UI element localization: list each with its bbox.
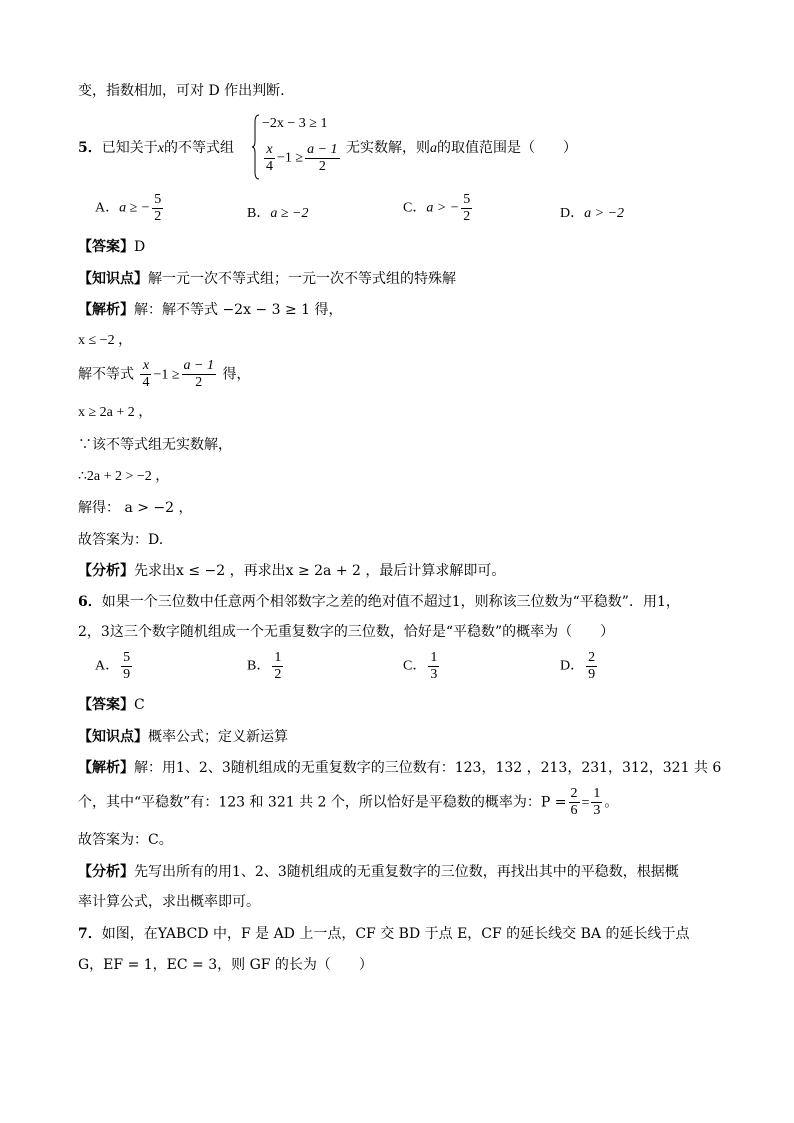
q5-option-a: A．a ≥ − $\frac{5}{2}$ (95, 192, 162, 224)
q5-option-c: C．a > − $\frac{5}{2}$ (403, 192, 471, 224)
q5-knowledge: 【知识点】解一元一次不等式组；一元一次不等式组的特殊解 (78, 271, 456, 287)
q6-answer: 【答案】C (78, 697, 145, 713)
q6-analysis-line2: 率计算公式，求出概率即可。 (78, 894, 260, 910)
q5-number: 5． (78, 140, 102, 156)
q6-stem-line1: 6．如果一个三位数中任意两个相邻数字之差的绝对值不超过1，则称该三位数为“平稳数”．用1， (78, 594, 680, 610)
q5-solution-line5: ∵该不等式组无实数解， (78, 437, 232, 453)
q5-solution-line6: ∴2a + 2 > −2 ， (78, 469, 170, 484)
q5-stem-tail: 无实数解，则a的取值范围是（ ） (346, 140, 577, 156)
q5-answer: 【答案】D (78, 239, 146, 255)
q5-system-row2: $\frac{x}{4}$ −1 ≥ $\frac{a - 1}{2}$ (266, 142, 338, 174)
q5-stem: 5．已知关于x的不等式组 (78, 140, 234, 156)
brace-icon (252, 114, 260, 180)
q5-solution-line7: 解得： a > −2 ， (78, 500, 193, 516)
q6-analysis-line1: 【分析】先写出所有的用1、2、3随机组成的无重复数字的三位数，再找出其中的平稳数，根据概 (78, 864, 679, 880)
q6-solution-line3: 故答案为：C。 (78, 832, 173, 848)
q5-solution-line2: x ≤ −2 ， (78, 333, 133, 348)
q5-option-b: B．a ≥ −2 (247, 206, 309, 221)
q6-option-b: B． $\frac{1}{2}$ (247, 650, 282, 682)
q6-knowledge: 【知识点】概率公式；定义新运算 (78, 729, 288, 745)
q6-solution-line2: 个，其中“平稳数”有：123 和 321 共 2 个，所以恰好是平稳数的概率为：P = $\frac{2}{6}$ = $\frac{1}{3}$ 。 (78, 786, 619, 818)
q6-solution-line1: 【解析】解：用1、2、3随机组成的无重复数字的三位数有：123，132 ，213，231，312，321 共 6 (78, 760, 722, 776)
q5-solution-line8: 故答案为：D. (78, 532, 164, 548)
q6-option-d: D． $\frac{2}{9}$ (560, 650, 596, 682)
q6-option-a: A． $\frac{5}{9}$ (95, 650, 131, 682)
q7-stem-line1: 7．如图，在YABCD 中，F 是 AD 上一点，CF 交 BD 于点 E，CF 的延长线交 BA 的延长线于点 (78, 926, 690, 942)
q6-option-c: C． $\frac{1}{3}$ (403, 650, 438, 682)
q7-stem-line2: G，EF = 1，EC = 3，则 GF 的长为（ ） (78, 957, 373, 973)
q5-solution-line4: x ≥ 2a + 2 ， (78, 405, 153, 420)
q5-analysis: 【分析】先求出x ≤ −2 ，再求出x ≥ 2a + 2 ，最后计算求解即可。 (78, 563, 506, 579)
q5-system-row1: −2x − 3 ≥ 1 (262, 116, 328, 131)
intro-line: 变，指数相加，可对 D 作出判断. (78, 83, 285, 99)
q6-number: 6． (78, 594, 102, 610)
q5-solution-line1: 【解析】解：解不等式 −2x − 3 ≥ 1 得， (78, 302, 343, 318)
q5-solution-line3: 解不等式 $\frac{x}{4}$ −1 ≥ $\frac{a - 1}{2}$ 得， (78, 358, 251, 390)
q7-number: 7． (78, 926, 102, 942)
q6-stem-line2: 2，3这三个数字随机组成一个无重复数字的三位数，恰好是“平稳数”的概率为（ ） (78, 624, 615, 640)
q5-option-d: D．a > −2 (560, 206, 625, 221)
